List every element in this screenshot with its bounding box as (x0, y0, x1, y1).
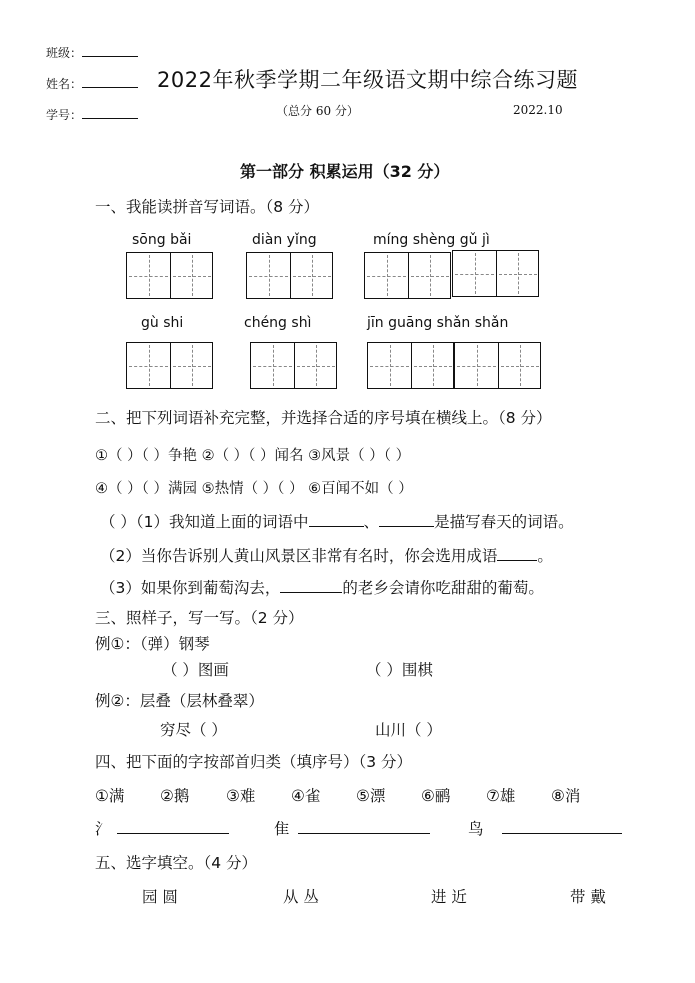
q1-title: 一、我能读拼音写词语。（8 分） (95, 198, 320, 216)
q3-title: 三、照样子，写一写。（2 分） (95, 609, 304, 627)
name-label: 姓名： (46, 77, 83, 91)
class-field (46, 44, 138, 61)
q2-sub3 (100, 576, 544, 598)
writing-grid-shanshan[interactable] (454, 342, 541, 389)
q2-line1: ①（ ）（ ）争艳 ②（ ）（ ）闻名 ③风景（ ）（ ） (95, 448, 411, 464)
exam-date: 2022.10 (513, 103, 563, 117)
q5-pair-4: 带 戴 (570, 888, 606, 906)
writing-grid-gushi[interactable] (126, 342, 213, 389)
pinyin-gushi: gù shi (141, 315, 184, 331)
q2-title: 二、把下列词语补充完整，并选择合适的序号填在横线上。（8 分） (95, 409, 552, 427)
pinyin-dianying: diàn yǐng (252, 232, 317, 248)
q4-char-2: ②鹅 (160, 787, 190, 805)
q2-sub1-blank-1[interactable] (309, 512, 364, 527)
radical-niao-blank[interactable] (502, 819, 622, 834)
pinyin-jinguangshanshan: jīn guāng shǎn shǎn (367, 315, 509, 331)
q3-example2: 例②：层叠（层林叠翠） (95, 692, 264, 710)
pinyin-mingshengguji: míng shèng gǔ jì (373, 232, 490, 248)
name-blank[interactable] (82, 75, 138, 88)
q4-char-3: ③难 (226, 787, 256, 805)
radical-niao-label: 鸟 (468, 820, 484, 838)
q2-sub2-text-a: （2）当你告诉别人黄山风景区非常有名时，你会选用成语 (100, 547, 498, 565)
pinyin-chengshi: chéng shì (244, 315, 312, 331)
class-blank[interactable] (82, 44, 138, 57)
writing-grid-dianying[interactable] (246, 252, 333, 299)
pinyin-songbai: sōng bǎi (132, 232, 192, 248)
q3-item-weiqi[interactable]: （ ）围棋 (366, 661, 433, 679)
class-label: 班级： (46, 46, 83, 60)
q2-sub3-text-b: 的老乡会请你吃甜甜的葡萄。 (342, 579, 544, 597)
q3-item-tuhua[interactable]: （ ）图画 (162, 661, 229, 679)
id-field (46, 106, 138, 123)
q5-pair-1: 园 圆 (142, 888, 178, 906)
q4-char-5: ⑤漂 (356, 787, 386, 805)
q2-sub2 (100, 544, 553, 566)
writing-grid-guji[interactable] (452, 250, 539, 297)
page-title: 2022年秋季学期二年级语文期中综合练习题 (157, 68, 578, 92)
q2-sub3-blank[interactable] (280, 578, 342, 593)
q4-char-1: ①满 (95, 787, 125, 805)
q2-sub1-text-a: （ ）（1）我知道上面的词语中 (100, 513, 309, 531)
id-blank[interactable] (82, 106, 138, 119)
q4-radical-water (95, 817, 229, 839)
total-score: （总分 60 分） (276, 104, 359, 118)
radical-zhui-blank[interactable] (298, 819, 430, 834)
q4-char-7: ⑦雄 (486, 787, 516, 805)
writing-grid-chengshi[interactable] (250, 342, 337, 389)
writing-grid-songbai[interactable] (126, 252, 213, 299)
q5-pair-3: 进 近 (431, 888, 467, 906)
q4-radical-zhui (274, 817, 430, 839)
q2-sub2-blank[interactable] (497, 546, 537, 561)
q4-title: 四、把下面的字按部首归类（填序号）（3 分） (95, 753, 413, 771)
q2-sub1-text-c: 是描写春天的词语。 (434, 513, 574, 531)
q3-item-shanchuan[interactable]: 山川（ ） (375, 721, 442, 739)
q4-char-4: ④雀 (291, 787, 321, 805)
q3-example1: 例①：（弹）钢琴 (95, 635, 210, 653)
name-field (46, 75, 138, 92)
q5-pair-2: 从 丛 (283, 888, 319, 906)
q2-sub1-blank-2[interactable] (379, 512, 434, 527)
q2-sub1 (100, 510, 574, 532)
q5-title: 五、选字填空。（4 分） (95, 854, 258, 872)
part1-heading: 第一部分 积累运用（32 分） (240, 162, 450, 181)
writing-grid-mingsheng[interactable] (364, 252, 451, 299)
radical-water-blank[interactable] (117, 819, 229, 834)
q2-line2: ④（ ）（ ）满园 ⑤热情（ ）（ ） ⑥百闻不如（ ） (95, 481, 413, 497)
q4-char-8: ⑧消 (551, 787, 581, 805)
q4-radical-niao (468, 817, 622, 839)
radical-water-label: 氵 (95, 820, 111, 838)
id-label: 学号： (46, 108, 83, 122)
q2-sub3-text-a: （3）如果你到葡萄沟去， (100, 579, 281, 597)
q3-item-qiongjin[interactable]: 穷尽（ ） (160, 721, 227, 739)
writing-grid-jinguang[interactable] (367, 342, 454, 389)
radical-zhui-label: 隹 (274, 820, 290, 838)
q2-sub1-sep: 、 (363, 513, 380, 531)
q2-sub2-end: 。 (537, 547, 553, 565)
q4-char-6: ⑥鹂 (421, 787, 451, 805)
